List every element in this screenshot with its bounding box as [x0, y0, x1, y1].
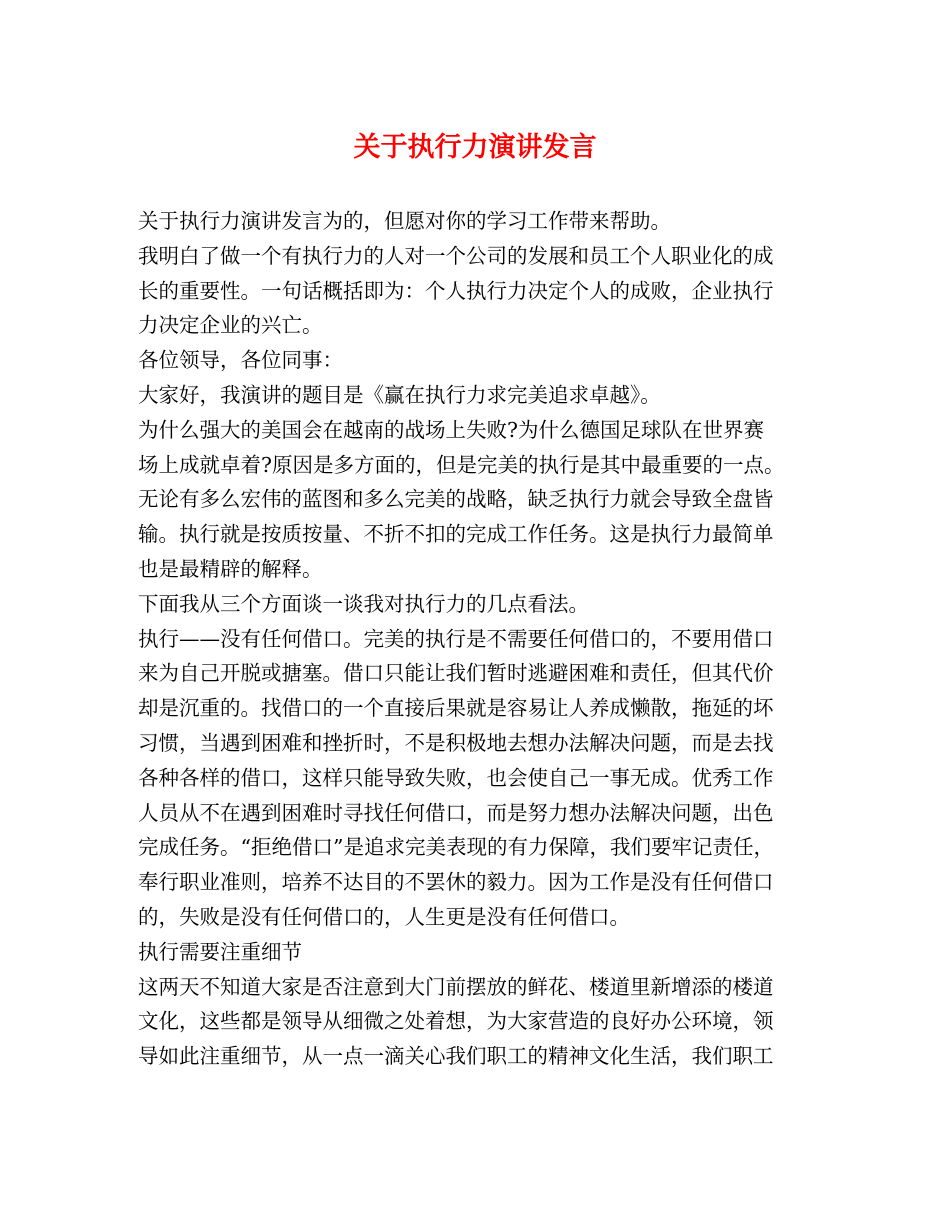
- text-line: 我明白了做一个有执行力的人对一个公司的发展和员工个人职业化的成: [138, 243, 774, 268]
- text-line: 大家好，我演讲的题目是《赢在执行力求完美追求卓越》。: [138, 382, 661, 407]
- text-line: 奉行职业准则，培养不达目的不罢休的毅力。因为工作是没有任何借口: [138, 870, 774, 895]
- text-line: 导如此注重细节，从一点一滴关心我们职工的精神文化生活，我们职工: [138, 1044, 774, 1069]
- text-line: 来为自己开脱或搪塞。借口只能让我们暂时逃避困难和责任，但其代价: [138, 661, 774, 686]
- text-line: 输。执行就是按质按量、不折不扣的完成工作任务。这是执行力最简单: [138, 522, 774, 547]
- text-line: 力决定企业的兴亡。: [138, 313, 323, 338]
- text-line: 的，失败是没有任何借口的，人生更是没有任何借口。: [138, 904, 630, 929]
- text-line: 也是最精辟的解释。: [138, 556, 323, 581]
- text-line: 无论有多么宏伟的蓝图和多么完美的战略，缺乏执行力就会导致全盘皆: [138, 487, 774, 512]
- text-line: 执行——没有任何借口。完美的执行是不需要任何借口的，不要用借口: [138, 626, 774, 651]
- text-line: 长的重要性。一句话概括即为：个人执行力决定个人的成败，企业执行: [138, 278, 774, 303]
- text-line: 文化，这些都是领导从细微之处着想，为大家营造的良好办公环境，领: [138, 1009, 774, 1034]
- document-title: 关于执行力演讲发言: [353, 132, 597, 163]
- text-line: 却是沉重的。找借口的一个直接后果就是容易让人养成懒散，拖延的坏: [138, 696, 774, 721]
- text-line: 完成任务。“拒绝借口”是追求完美表现的有力保障，我们要牢记责任，: [138, 835, 774, 860]
- text-line: 各种各样的借口，这样只能导致失败，也会使自己一事无成。优秀工作: [138, 765, 774, 790]
- text-line: 各位领导，各位同事：: [138, 348, 343, 373]
- text-line: 为什么强大的美国会在越南的战场上失败?为什么德国足球队在世界赛: [138, 417, 764, 442]
- text-line: 下面我从三个方面谈一谈我对执行力的几点看法。: [138, 591, 589, 616]
- section-heading: 执行需要注重细节: [138, 939, 302, 964]
- text-line: 场上成就卓着?原因是多方面的，但是完美的执行是其中最重要的一点。: [138, 452, 785, 477]
- document-body: [138, 204, 814, 1074]
- text-line: 习惯，当遇到困难和挫折时，不是积极地去想办法解决问题，而是去找: [138, 730, 774, 755]
- text-line: 关于执行力演讲发言为的，但愿对你的学习工作带来帮助。: [138, 209, 671, 233]
- text-line: 人员从不在遇到困难时寻找任何借口，而是努力想办法解决问题，出色: [138, 800, 774, 825]
- text-line: 这两天不知道大家是否注意到大门前摆放的鲜花、楼道里新增添的楼道: [138, 974, 774, 999]
